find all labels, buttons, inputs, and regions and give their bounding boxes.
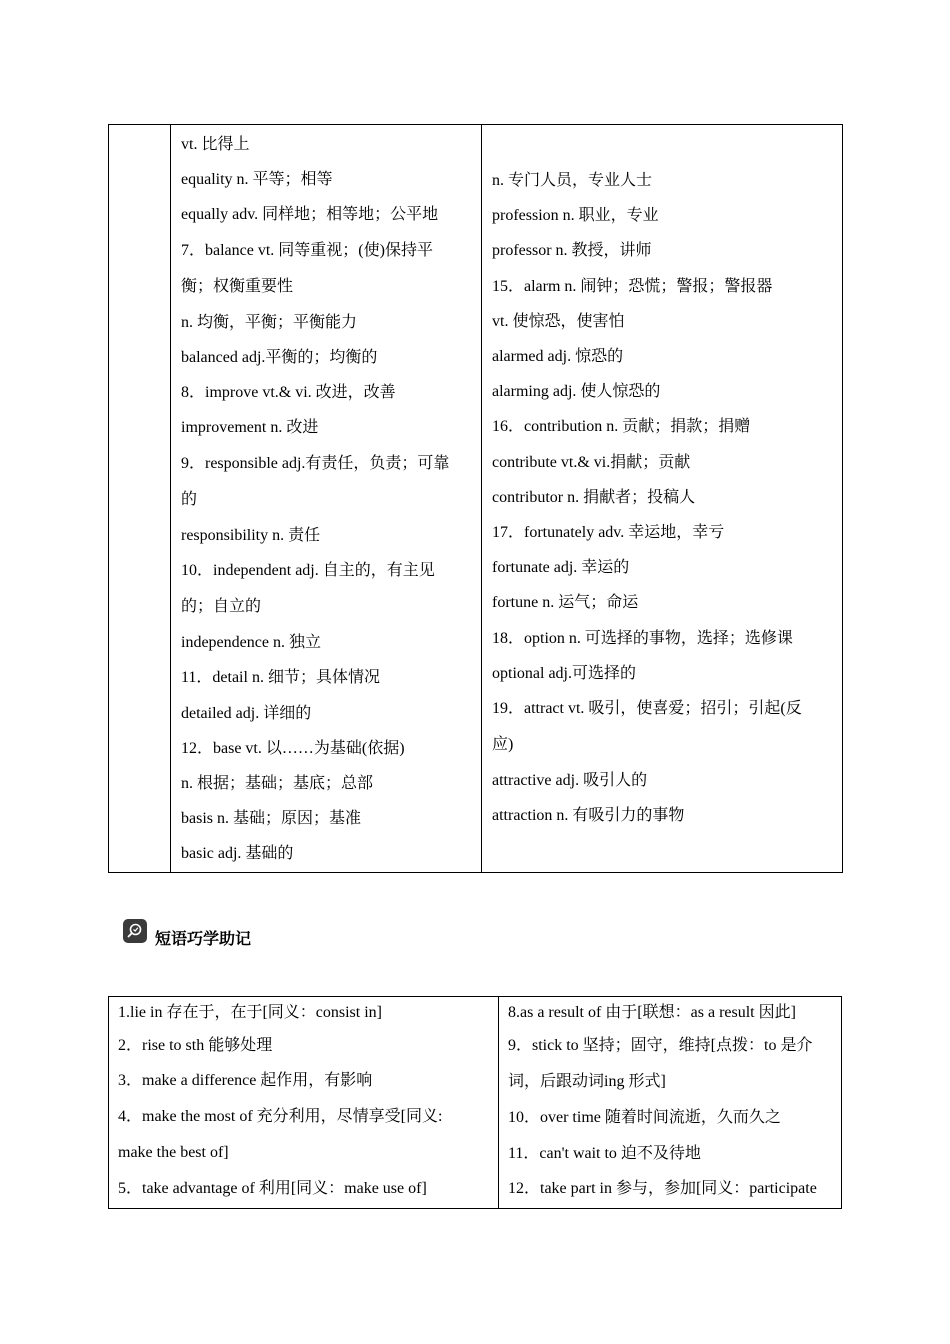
vocab-line: 的 bbox=[181, 490, 198, 508]
vocab-line: 11．detail n. 细节；具体情况 bbox=[181, 669, 380, 687]
magnifier-icon bbox=[123, 919, 147, 943]
vocab-line: 8．improve vt.& vi. 改进，改善 bbox=[181, 384, 396, 402]
phrase-line: 词，后跟动词ing 形式] bbox=[508, 1073, 666, 1091]
phrases-right-cell bbox=[499, 997, 842, 1209]
vocab-line: 16．contribution n. 贡献；捐款；捐赠 bbox=[492, 418, 751, 436]
phrase-line: 2．rise to sth 能够处理 bbox=[118, 1037, 273, 1054]
phrase-line: 4．make the most of 充分利用，尽情享受[同义: bbox=[118, 1107, 443, 1125]
vocab-line: professor n. 教授，讲师 bbox=[492, 242, 652, 260]
vocab-line: 10．independent adj. 自主的，有主见 bbox=[181, 562, 435, 580]
section-title: 短语巧学助记 bbox=[155, 929, 252, 948]
phrase-line: 12．take part in 参与，参加[同义：participate bbox=[508, 1180, 817, 1198]
vocab-line: alarmed adj. 惊恐的 bbox=[492, 348, 624, 366]
vocab-line: responsibility n. 责任 bbox=[181, 526, 321, 544]
index-column-cell bbox=[109, 125, 171, 873]
vocab-line: alarming adj. 使人惊恐的 bbox=[492, 383, 661, 401]
vocab-line: 9．responsible adj.有责任，负责；可靠 bbox=[181, 454, 450, 472]
phrase-line: 3．make a difference 起作用，有影响 bbox=[118, 1072, 373, 1090]
vocabulary-table bbox=[108, 124, 843, 873]
vocab-line: independence n. 独立 bbox=[181, 634, 321, 652]
phrase-line: 5．take advantage of 利用[同义：make use of] bbox=[118, 1180, 427, 1198]
vocab-line: 18．option n. 可选择的事物，选择；选修课 bbox=[492, 629, 793, 647]
vocab-line: 17．fortunately adv. 幸运地，幸亏 bbox=[492, 524, 725, 542]
vocab-line: equally adv. 同样地；相等地；公平地 bbox=[181, 206, 439, 224]
vocab-line: 12．base vt. 以……为基础(依据) bbox=[181, 739, 405, 757]
vocab-line: optional adj.可选择的 bbox=[492, 664, 636, 682]
vocab-left-cell bbox=[171, 125, 482, 873]
vocab-line: attraction n. 有吸引力的事物 bbox=[492, 807, 685, 825]
vocab-line: equality n. 平等；相等 bbox=[181, 171, 333, 189]
phrase-line: make the best of] bbox=[118, 1144, 229, 1162]
vocab-line: n. 根据；基础；基底；总部 bbox=[181, 775, 374, 793]
vocab-line: 衡；权衡重要性 bbox=[181, 277, 294, 295]
phrase-line: 10．over time 随着时间流逝，久而久之 bbox=[508, 1109, 781, 1127]
vocab-line: basis n. 基础；原因；基准 bbox=[181, 810, 362, 828]
vocab-line: improvement n. 改进 bbox=[181, 419, 319, 437]
vocab-line: fortunate adj. 幸运的 bbox=[492, 559, 630, 577]
vocab-line: fortune n. 运气；命运 bbox=[492, 594, 639, 612]
phrase-line: 8.as a result of 由于[联想：as a result 因此] bbox=[508, 1004, 796, 1021]
vocab-right-cell bbox=[482, 125, 843, 873]
vocab-line: detailed adj. 详细的 bbox=[181, 704, 312, 722]
vocab-line: profession n. 职业，专业 bbox=[492, 207, 659, 225]
phrases-table bbox=[108, 996, 842, 1209]
vocab-line: basic adj. 基础的 bbox=[181, 845, 294, 863]
phrase-line: 1.lie in 存在于，在于[同义：consist in] bbox=[118, 1004, 382, 1021]
vocab-line: 7．balance vt. 同等重视；(使)保持平 bbox=[181, 241, 433, 259]
phrases-left-cell bbox=[109, 997, 499, 1209]
vocab-line: contributor n. 捐献者；投稿人 bbox=[492, 488, 696, 506]
vocab-line: balanced adj.平衡的；均衡的 bbox=[181, 349, 378, 367]
vocab-line: n. 专门人员，专业人士 bbox=[492, 172, 653, 189]
vocab-line: 15．alarm n. 闹钟；恐慌；警报；警报器 bbox=[492, 277, 773, 295]
phrase-line: 9．stick to 坚持；固守，维持[点拨：to 是介 bbox=[508, 1037, 813, 1054]
vocab-line: 19．attract vt. 吸引，使喜爱；招引；引起(反 bbox=[492, 700, 802, 718]
section-heading bbox=[123, 912, 251, 949]
vocab-line: contribute vt.& vi.捐献；贡献 bbox=[492, 453, 691, 471]
vocab-line: vt. 使惊恐，使害怕 bbox=[492, 312, 625, 330]
vocab-line: vt. 比得上 bbox=[181, 136, 250, 153]
vocab-line: 的；自立的 bbox=[181, 598, 262, 616]
vocab-line: attractive adj. 吸引人的 bbox=[492, 772, 648, 790]
vocab-line: n. 均衡，平衡；平衡能力 bbox=[181, 313, 358, 331]
phrase-line: 11．can't wait to 迫不及待地 bbox=[508, 1144, 701, 1162]
vocab-line: 应) bbox=[492, 736, 514, 754]
